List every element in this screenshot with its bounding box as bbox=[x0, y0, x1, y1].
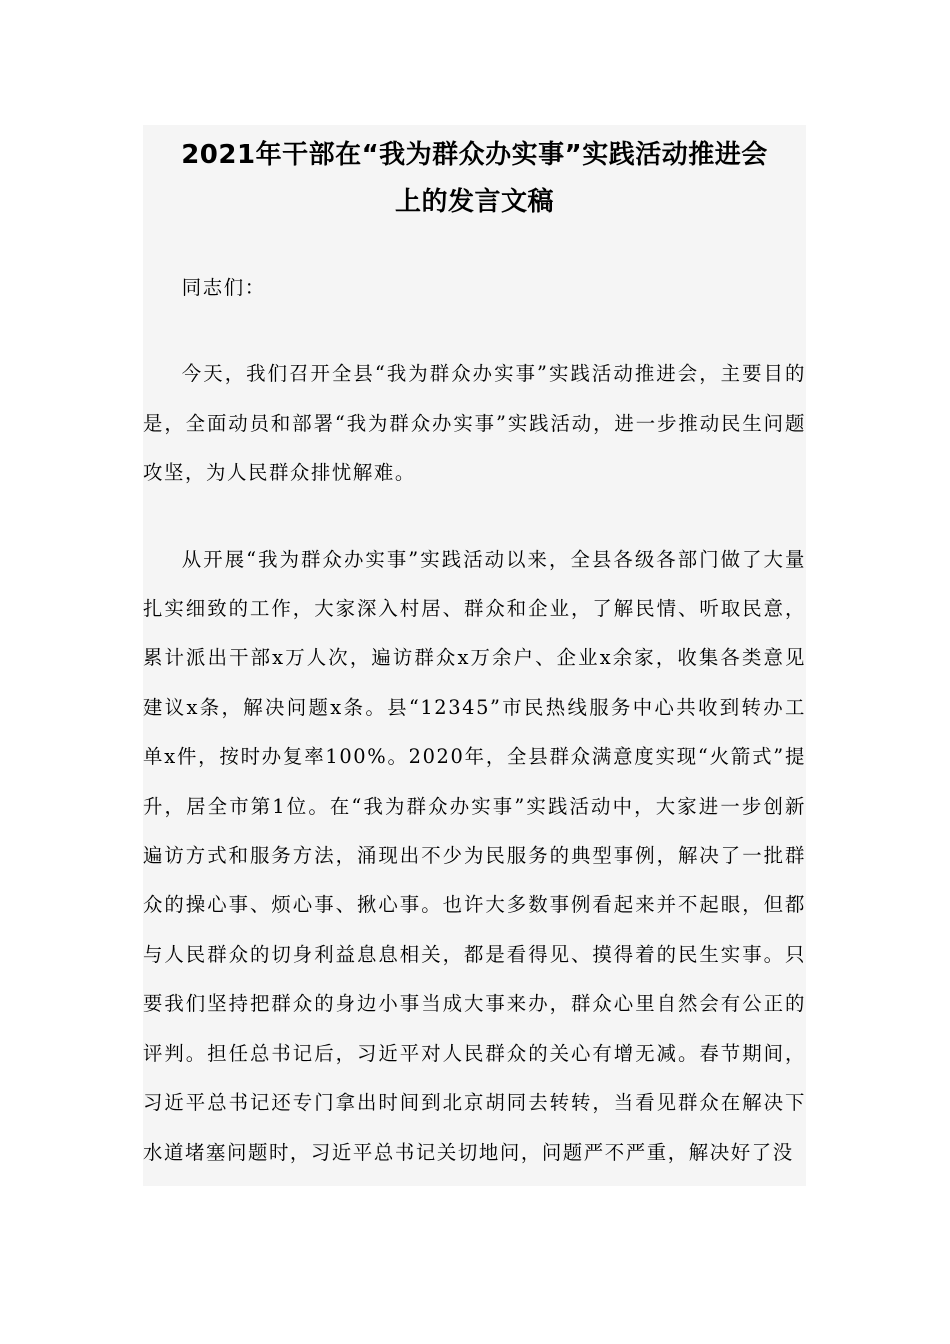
paragraph-2: 从开展“我为群众办实事”实践活动以来，全县各级各部门做了大量扎实细致的工作，大家深入村居、群众和企业，了解民情、听取民意，累计派出干部x万人次，遍访群众x万余户、企业x余家，收集各类意见建议x条，解决问题x条。县“12345”市民热线服务中心共收到转办工单x件，按时办复率100%。2020年，全县群众满意度实现“火箭式”提升，居全市第1位。在“我为群众办实事”实践活动中，大家进一步创新遍访方式和服务方法，涌现出不少为民服务的典型事例，解决了一批群众的操心事、烦心事、揪心事。也许大多数事例看起来并不起眼，但都与人民群众的切身利益息息相关，都是看得见、摸得着的民生实事。只要我们坚持把群众的身边小事当成大事来办，群众心里自然会有公正的评判。担任总书记后，习近平对人民群众的关心有增无减。春节期间，习近平总书记还专门拿出时间到北京胡同去转转，当看见群众在解决下水道堵塞问题时，习近平总书记关切地问，问题严不严重，解决好了没 bbox=[143, 547, 806, 1164]
title-line-1: 2021年干部在“我为群众办实事”实践活动推进会 bbox=[181, 140, 768, 170]
salutation: 同志们： bbox=[181, 276, 266, 299]
document-body bbox=[143, 125, 806, 1186]
paragraph-1: 今天，我们召开全县“我为群众办实事”实践活动推进会，主要目的是，全面动员和部署“我为群众办实事”实践活动，进一步推动民生问题攻坚，为人民群众排忧解难。 bbox=[143, 362, 806, 485]
title-line-2: 上的发言文稿 bbox=[394, 187, 554, 217]
document-title bbox=[143, 125, 806, 226]
